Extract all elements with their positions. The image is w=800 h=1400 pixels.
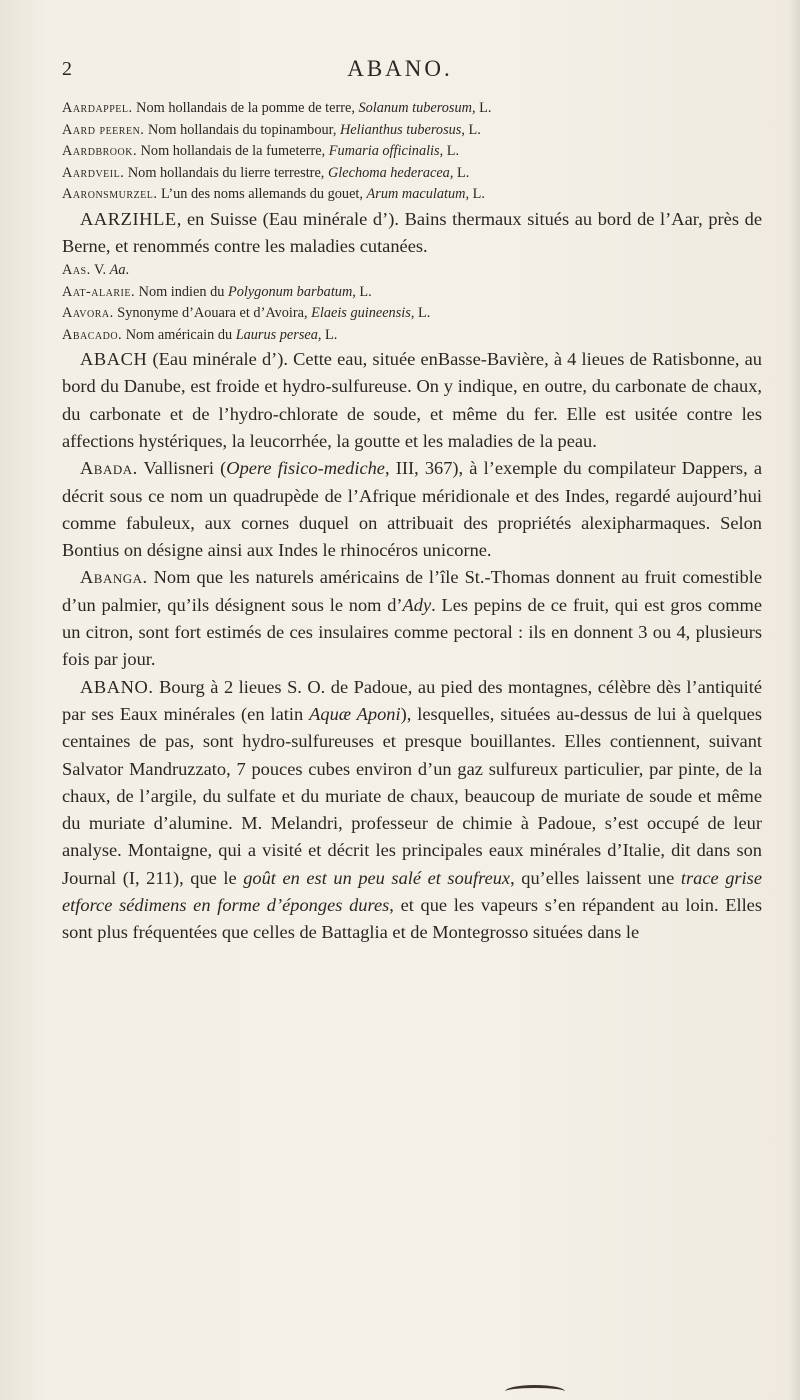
entry-aardveil [62, 163, 762, 185]
entry-headword: Abada. [80, 458, 138, 479]
entry-latin-name: Fumaria officinalis [328, 143, 440, 159]
entry-headword: Aaronsmurzel. [62, 186, 158, 202]
entry-text: , L. [449, 164, 470, 181]
entry-abada [62, 455, 762, 564]
entry-abanga [62, 564, 762, 673]
entry-quotation: trace grise etforce sédimens en forme d’éponges dures [62, 867, 762, 916]
entry-text: , L. [352, 283, 372, 300]
entry-text: . Les pepins de ce fruit, qui est gros comme un citron, sont fort estimés de ces insulaires comme pectoral : ils en donnent 3 ou 4, plusieurs fois par jour. [62, 594, 762, 670]
entry-quotation: goût en est un peu salé et soufreux [243, 867, 511, 888]
entry-headword: ABANO. [80, 676, 154, 697]
entry-headword: Abacado. [62, 326, 123, 343]
entry-headword: Aard peeren. [62, 121, 145, 138]
entry-latin-name: Elaeis guineensis [311, 305, 411, 322]
entry-aavora [62, 303, 762, 325]
entry-latin-name: Aa [109, 262, 126, 279]
page-header [0, 58, 800, 88]
ink-mark [505, 1385, 565, 1398]
entry-text: Nom hollandais de la pomme de terre, [132, 100, 359, 116]
entry-text: Nom que les naturels américains de l’île St.-Thomas donnent au fruit comestible d’un palmier, qu’ils désignent sous le nom d’ [62, 567, 762, 615]
entry-text: , L. [317, 326, 338, 343]
page-edge-shadow [788, 0, 800, 1400]
entry-text: , L. [461, 121, 481, 138]
entry-headword: AARZIHLE [80, 208, 177, 229]
entry-abacado [62, 325, 762, 347]
entry-aaronsmurzel [62, 184, 762, 206]
entry-headword: Abanga. [80, 567, 148, 588]
entry-headword: Aavora. [62, 305, 114, 322]
entry-latin-name: Arum maculatum [366, 186, 466, 202]
entry-latin-name: Aquæ Aponi [309, 703, 401, 724]
entry-aas [62, 260, 762, 282]
entry-latin-name: Laurus persea [235, 326, 318, 343]
entry-latin-name: Ady [402, 594, 432, 615]
entry-text: , qu’elles laissent une [510, 867, 681, 888]
entry-text: ), lesquelles, situées au-dessus de lui à quelques centaines de pas, sont hydro-sulfureuses et presque bouillantes. Elles contiennent, suivant Salvator Mandruzzato, 7 pouces cubes environ d’un gaz sulfureux particulier, par pinte, de la chaux, de l’argile, du sulfate et du muriate de chaux, beaucoup de muriate de soude et même du muriate d’alumine. M. Melandri, professeur de chimie à Padoue, s’est occupé de leur analyse. Montaigne, qui a visité et décrit les principales eaux minérales d’Italie, dit dans son Journal (I, 211), que le [62, 703, 762, 888]
entry-text: Nom américain du [122, 326, 236, 343]
entry-latin-name: Helianthus tuberosus [339, 121, 462, 138]
entry-headword: Aas. [62, 262, 91, 279]
entry-text: , et que les vapeurs s’en répandent au loin. Elles sont plus fréquentées que celles de Battaglia et de Montegrosso situées dans le [62, 895, 762, 943]
entry-headword: ABACH [80, 349, 148, 370]
entry-text: . [125, 262, 130, 279]
dictionary-text [62, 98, 762, 947]
entry-aard-peeren [62, 120, 762, 142]
entry-work-title: Opere fisico-mediche [226, 458, 385, 479]
entry-text: , L. [439, 143, 460, 159]
entry-text: Nom hollandais du topinambour, [144, 121, 340, 138]
entry-abano [62, 674, 762, 947]
entry-text: Nom hollandais du lierre terrestre, [124, 164, 328, 181]
entry-aat-alarie [62, 282, 762, 304]
entry-latin-name: Solanum tuberosum [358, 100, 472, 116]
entry-text: , L. [465, 186, 485, 202]
entry-text: (Eau minérale d’). Cette eau, située enBasse-Bavière, à 4 lieues de Ratisbonne, au bord du Danube, est froide et hydro-sulfureuse. On y indique, en outre, du carbonate de chaux, du carbonate et de l’hydro-chlorate de soude, et même du fer. Elle est usitée contre les affections hystériques, la leucorrhée, la goutte et les maladies de la peau. [62, 349, 762, 451]
entry-latin-name: Polygonum barbatum [227, 283, 353, 300]
entry-headword: Aardappel. [62, 100, 133, 116]
entry-headword: Aardveil. [62, 164, 125, 181]
entry-text: Nom hollandais de la fumeterre, [137, 143, 329, 159]
entry-text: , L. [471, 100, 492, 116]
entry-aardbrook [62, 141, 762, 163]
entry-abach [62, 346, 762, 455]
entry-text: L’un des noms allemands du gouet, [157, 186, 367, 202]
entry-latin-name: Glechoma hederacea [327, 164, 450, 181]
entry-text: Vallisneri ( [137, 458, 227, 479]
entry-text: , en Suisse (Eau minérale d’). Bains thermaux situés au bord de l’Aar, près de Berne, et renommés contre les maladies cutanées. [62, 208, 762, 256]
entry-aarzihle [62, 206, 762, 261]
entry-text: Bourg à 2 lieues S. O. de Padoue, au pied des montagnes, célèbre dès l’antiquité par ses Eaux minérales (en latin [62, 676, 762, 724]
entry-text: , III, 367), à l’exemple du compilateur Dappers, a décrit sous ce nom un quadrupède de l’Afrique méridionale et des Indes, regardé aujourd’hui comme fabuleux, aux cornes duquel on attribuait des propriétés alexipharmaques. Selon Bontius on désigne ainsi aux Indes le rhinocéros unicorne. [62, 458, 762, 561]
page-number: 2 [62, 58, 72, 80]
entry-text: V. [90, 262, 110, 279]
entry-text: Synonyme d’Aouara et d’Avoira, [113, 305, 312, 322]
running-head: ABANO. [347, 56, 453, 81]
entry-headword: Aardbrook. [62, 143, 138, 159]
entry-text: , L. [410, 305, 431, 322]
entry-text: Nom indien du [135, 283, 228, 300]
entry-aardappel [62, 98, 762, 120]
entry-headword: Aat-alarie. [62, 283, 136, 300]
